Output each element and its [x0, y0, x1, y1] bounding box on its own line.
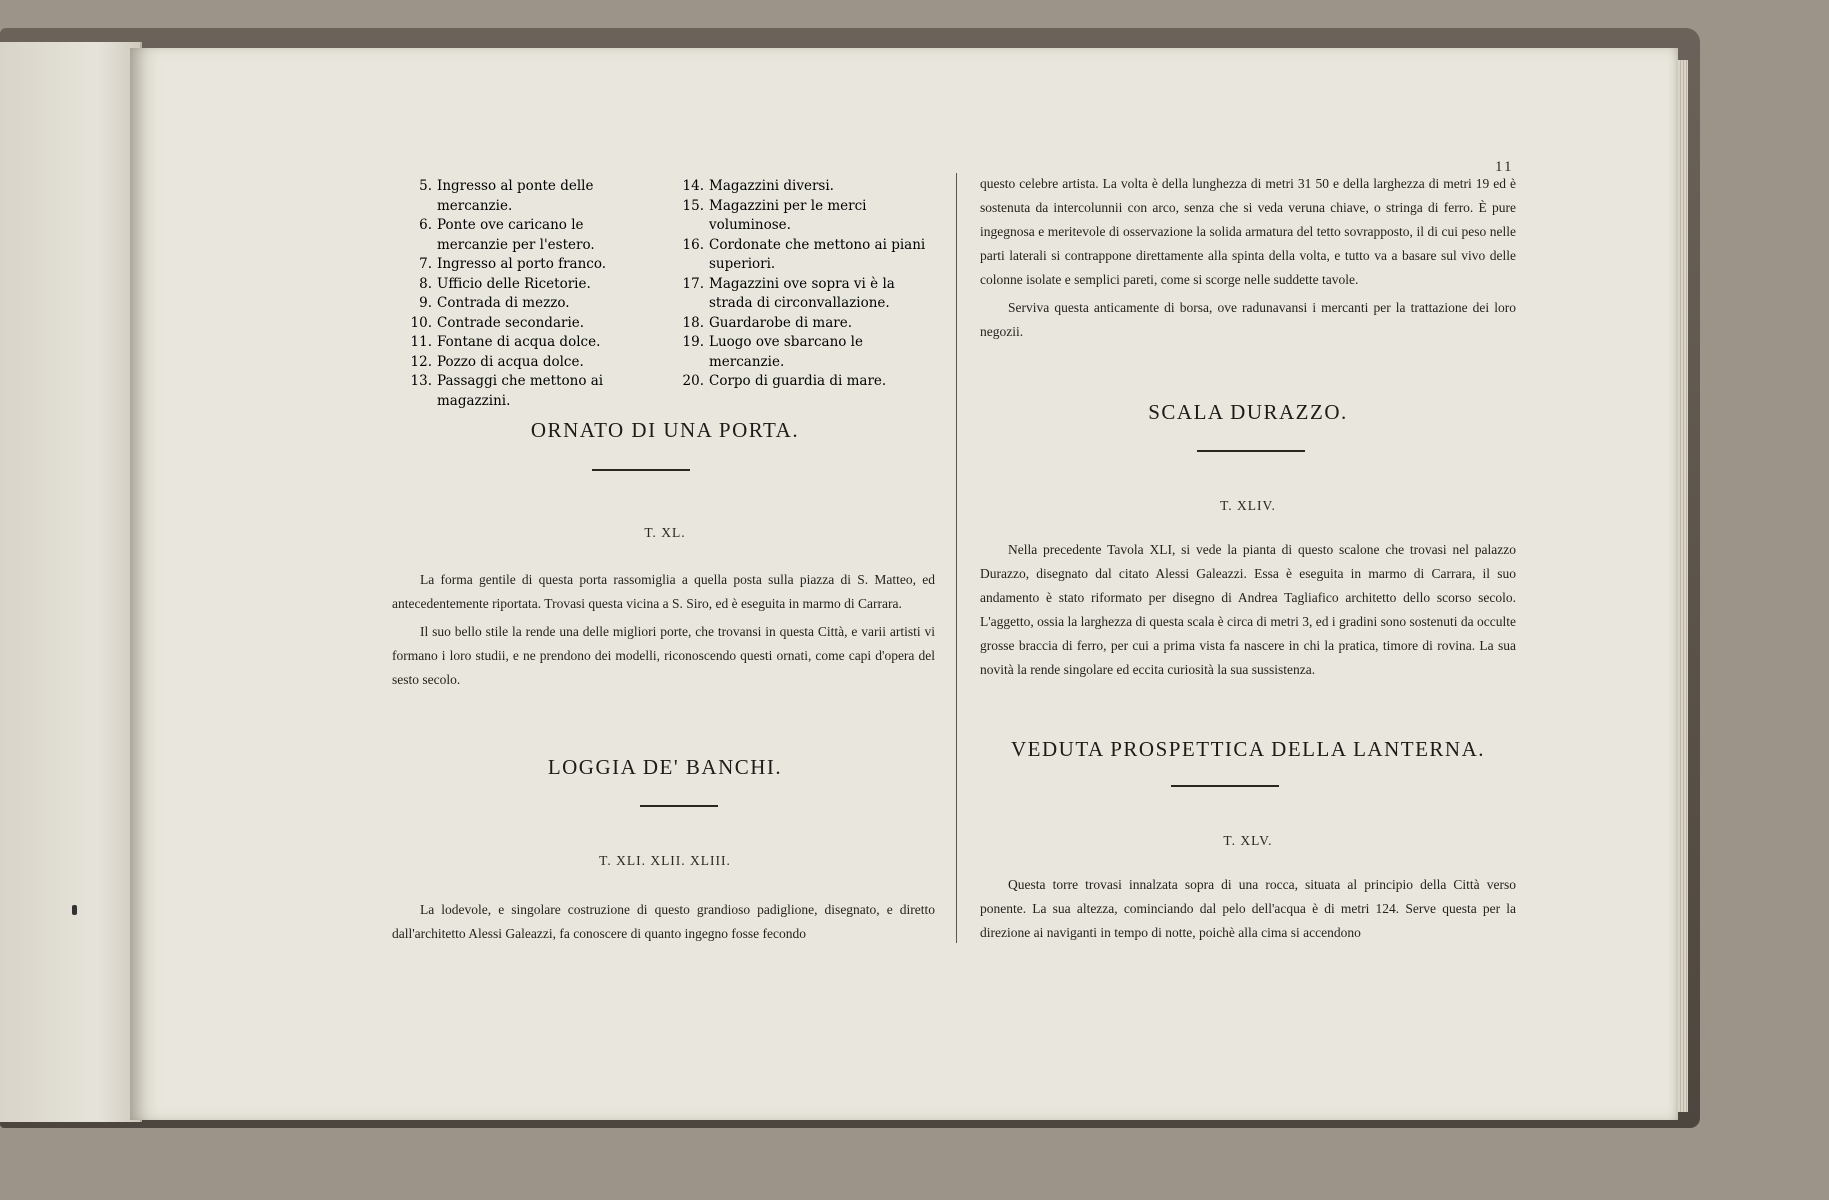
- legend-item-number: 6.: [419, 217, 432, 233]
- legend-item-text: Pozzo di acqua dolce.: [437, 353, 584, 370]
- legend-column-2: [662, 177, 932, 392]
- legend-item: [390, 314, 655, 334]
- facing-page-edge: [0, 42, 142, 1122]
- legend-item-text: Cordonate che mettono ai piani superiori.: [709, 236, 926, 272]
- paragraph: Nella precedente Tavola XLI, si vede la pianta di questo scalone che trovasi nel palazzo Durazzo, disegnato dal citato Alessi Galeazzi. Essa è eseguita in marmo di Carrara, il suo andamento è stato riformato per disegno di Andrea Tagliafico architetto dello scorso secolo. L'aggetto, ossia la larghezza di questa scala è circa di metri 3, ed i gradini sono sostenuti da occulte grosse braccia di ferro, per cui a prima vista fa nascere in chi la pratica, timore di rovina. La sua novità la rende singolare ed eccita curiosità la sua sussistenza.: [980, 542, 1516, 677]
- legend-column-1: [390, 177, 655, 411]
- section-title-ornato: ORNATO DI UNA PORTA.: [530, 418, 800, 442]
- legend-item: [390, 275, 655, 295]
- legend-item: [390, 372, 655, 411]
- page-number: 11: [1495, 159, 1514, 175]
- legend-item-number: 16.: [682, 236, 704, 253]
- legend-item: [662, 197, 932, 236]
- legend-item-text: Magazzini diversi.: [709, 178, 834, 194]
- section-title-scala: SCALA DURAZZO.: [1148, 400, 1348, 424]
- legend-item-number: 10.: [410, 314, 432, 331]
- tavola-ref-scala: T. XLIV.: [1220, 498, 1276, 513]
- legend-item-number: 19.: [682, 334, 704, 350]
- ornato-text: [392, 568, 935, 692]
- loggia-text: [392, 898, 935, 946]
- legend-item: [390, 255, 655, 275]
- page-stack-edge: [1678, 60, 1688, 1112]
- legend-item: [662, 372, 932, 392]
- paragraph: La lodevole, e singolare costruzione di questo grandioso padiglione, disegnato, e diretto dall'architetto Alessi Galeazzi, fa conoscere di quanto ingegno fosse fecondo: [392, 902, 935, 941]
- legend-item-number: 18.: [682, 314, 704, 331]
- legend-item-text: Ingresso al ponte delle mercanzie.: [437, 178, 594, 214]
- legend-item-number: 20.: [682, 373, 704, 389]
- paragraph: Il suo bello stile la rende una delle migliori porte, che trovansi in questa Città, e varii artisti vi formano i loro studii, e ne prendono dei modelli, riconoscendo questi ornati, come capi d'opera del sesto secolo.: [392, 624, 935, 687]
- section-title-lanterna: VEDUTA PROSPETTICA DELLA LANTERNA.: [1011, 737, 1485, 761]
- legend-item-text: Magazzini ove sopra vi è la strada di circonvallazione.: [709, 275, 895, 311]
- legend-item-text: Ufficio delle Ricetorie.: [437, 275, 591, 292]
- legend-item-number: 14.: [682, 178, 704, 194]
- legend-item-number: 12.: [410, 353, 432, 370]
- scala-text: [980, 538, 1516, 682]
- loggia-continuation-text: [980, 172, 1516, 344]
- legend-item: [662, 333, 932, 372]
- paragraph: Serviva questa anticamente di borsa, ove radunavansi i mercanti per la trattazione dei loro negozii.: [980, 300, 1516, 339]
- legend-item-text: Guardarobe di mare.: [709, 314, 853, 331]
- legend-item-text: Contrade secondarie.: [437, 314, 585, 331]
- paragraph: La forma gentile di questa porta rassomiglia a quella posta sulla piazza di S. Matteo, ed antecedentemente riportata. Trovasi questa vicina a S. Siro, ed è eseguita in marmo di Carrara.: [392, 572, 935, 611]
- legend-item-number: 7.: [419, 256, 432, 272]
- legend-item-text: Magazzini per le merci voluminose.: [709, 197, 867, 233]
- legend-item-text: Contrada di mezzo.: [437, 295, 570, 311]
- tavola-ref-loggia: T. XLI. XLII. XLIII.: [599, 853, 731, 868]
- legend-item-text: Luogo ove sbarcano le mercanzie.: [709, 334, 863, 370]
- paragraph: questo celebre artista. La volta è della lunghezza di metri 31 50 e della larghezza di metri 19 ed è sostenuta da intercolunnii con arco, senza che si veda veruna chiave, o stringa di ferro. È pure ingegnosa e meritevole di osservazione la solida armatura del tetto sovrapposto, il di cui peso nelle parti laterali si contrappone direttamente alla spinta della volta, e tutto va a basare sul vivo delle colonne isolate e semplici pareti, come si scorge nelle suddette tavole.: [980, 176, 1516, 287]
- legend-item-text: Ingresso al porto franco.: [437, 256, 607, 272]
- tavola-ref-ornato: T. XL.: [644, 525, 686, 540]
- legend-item: [662, 314, 932, 334]
- legend-item-number: 13.: [410, 373, 432, 389]
- legend-item: [390, 294, 655, 314]
- legend-item: [390, 353, 655, 373]
- legend-item-number: 15.: [682, 197, 704, 214]
- lanterna-text: [980, 873, 1516, 945]
- legend-item: [390, 333, 655, 353]
- title-rule: [592, 469, 690, 471]
- column-divider: [956, 173, 957, 943]
- title-rule: [1197, 450, 1305, 452]
- legend-item-text: Ponte ove caricano le mercanzie per l'estero.: [437, 217, 595, 253]
- legend-item-text: Corpo di guardia di mare.: [709, 373, 887, 389]
- section-title-loggia: LOGGIA DE' BANCHI.: [547, 755, 783, 779]
- legend-item-text: Passaggi che mettono ai magazzini.: [437, 373, 604, 409]
- legend-item: [662, 275, 932, 314]
- legend-item-number: 5.: [419, 178, 432, 194]
- legend-item-number: 8.: [419, 275, 432, 292]
- legend-item: [390, 177, 655, 216]
- legend-item: [662, 177, 932, 197]
- legend-item: [662, 236, 932, 275]
- legend-item-number: 17.: [682, 275, 704, 292]
- legend-item-number: 9.: [419, 295, 432, 311]
- legend-item-number: 11.: [410, 334, 432, 350]
- tavola-ref-lanterna: T. XLV.: [1223, 833, 1273, 848]
- legend-item-text: Fontane di acqua dolce.: [437, 334, 601, 350]
- legend-item: [390, 216, 655, 255]
- paragraph: Questa torre trovasi innalzata sopra di una rocca, situata al principio della Città verso ponente. La sua altezza, cominciando dal pelo dell'acqua è di metri 124. Serve questa per la direzione ai naviganti in tempo di notte, poichè alla cima si accendono: [980, 877, 1516, 940]
- title-rule: [1171, 785, 1279, 787]
- binding-mark: [72, 905, 77, 915]
- title-rule: [640, 805, 718, 807]
